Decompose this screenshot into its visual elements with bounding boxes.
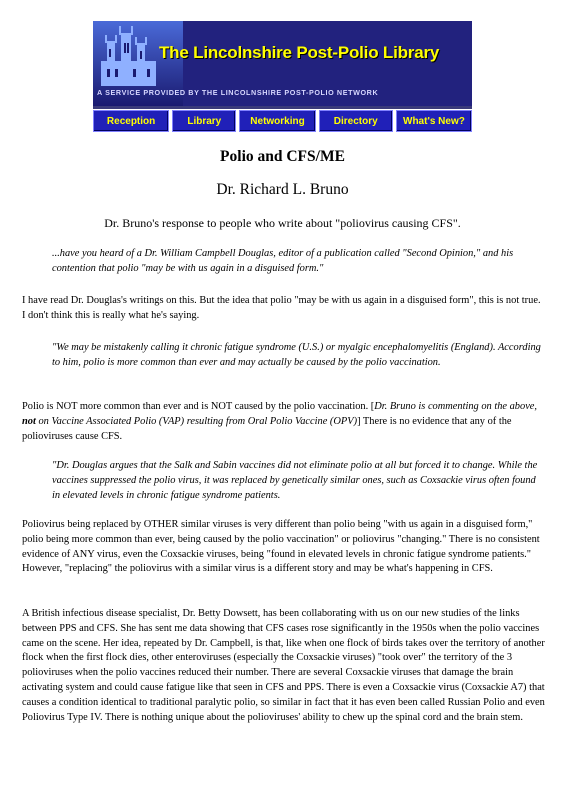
nav-whats-new-button[interactable]: What's New? [396, 110, 472, 132]
editor-note-b: on Vaccine Associated Polio (VAP) resulting from Oral Polio Vaccine (OPV) [35, 415, 358, 427]
banner-title[interactable]: The Lincolnshire Post-Polio Library [159, 43, 440, 62]
quote-1: ...have you heard of a Dr. William Campbell Douglas, editor of a publication called "Second Opinion," and his contention that polio "may be with us again in a disguised form." [52, 248, 514, 274]
quote-3: "Dr. Douglas argues that the Salk and Sabin vaccines did not eliminate polio at all but forced it to change. While the vaccines suppressed the polio virus, it was replaced by genetically similar ones, such as Coxsackie virus often found in elevated levels in chronic fatigue syndrome patients. [52, 460, 538, 501]
nav-reception-button[interactable]: Reception [93, 110, 169, 132]
nav-networking-button[interactable]: Networking [239, 110, 315, 132]
banner-subtitle: A SERVICE PROVIDED BY THE LINCOLNSHIRE POST-POLIO NETWORK [97, 88, 379, 97]
main-nav [93, 109, 472, 131]
paragraph-2 [22, 400, 546, 444]
page-title: Polio and CFS/ME [220, 148, 345, 165]
site-banner [93, 21, 472, 131]
paragraph-2-text-b: ] There is no evidence that any of the polioviruses cause CFS. [22, 415, 512, 442]
quote-2: "We may be mistakenly calling it chronic fatigue syndrome (U.S.) or myalgic encephalomyelitis (England). According to him, polio is more common than ever and may actually be caused by the polio vaccination. [52, 342, 541, 368]
intro-text: Dr. Bruno's response to people who write about "poliovirus causing CFS". [104, 216, 461, 230]
editor-note-a: Dr. Bruno is commenting on the above, [374, 401, 538, 412]
paragraph-2-text-a: Polio is NOT more common than ever and is NOT caused by the polio vaccination. [ [22, 401, 375, 412]
nav-library-button[interactable]: Library [172, 110, 236, 132]
paragraph-1: I have read Dr. Douglas's writings on this. But the idea that polio "may be with us again in a disguised form", this is not true. I don't think this is really what he's saying. [22, 295, 541, 321]
paragraph-4: A British infectious disease specialist, Dr. Betty Dowsett, has been collaborating with us on our new studies of the links between PPS and CFS. She has sent me data showing that CFS cases rose significantly in the 1950s when the polio vaccines came on the scene. Her idea, repeated by Dr. Campbell, is that, like when one flock of birds takes over the territory of another flock when the first flock dies, other enteroviruses (especially the Coxsackie viruses) "took over" the territory of the 3 polioviruses when the polio vaccines reduced their number. There are several Coxsackie viruses that damage the brain activating system and could cause fatigue like that seen in CFS and PPS. There is even a Coxsackie virus (Coxsackie A7) that causes a condition identical to traditional paralytic polio, so similar in fact that it has even been called Russian Polio and even Poliovirus Type IV. There is nothing unique about the polioviruses' ability to chew up the spinal cord and the brain stem. [22, 608, 545, 723]
nav-directory-button[interactable]: Directory [319, 110, 393, 132]
editor-note-not: not [22, 415, 36, 427]
paragraph-3: Poliovirus being replaced by OTHER similar viruses is very different than polio being "with us again in a disguised form," polio being more common than ever, being caused by the polio vaccination" or poliovirus "changing." There is no consistent evidence of ANY virus, even the Coxsackie viruses, being "found in elevated levels in chronic fatigue syndrome patients." However, "replacing" the poliovirus with a similar virus is a different story and may be what's happening in CFS. [22, 519, 540, 575]
author-name: Dr. Richard L. Bruno [216, 181, 349, 198]
banner-header[interactable] [93, 21, 472, 106]
